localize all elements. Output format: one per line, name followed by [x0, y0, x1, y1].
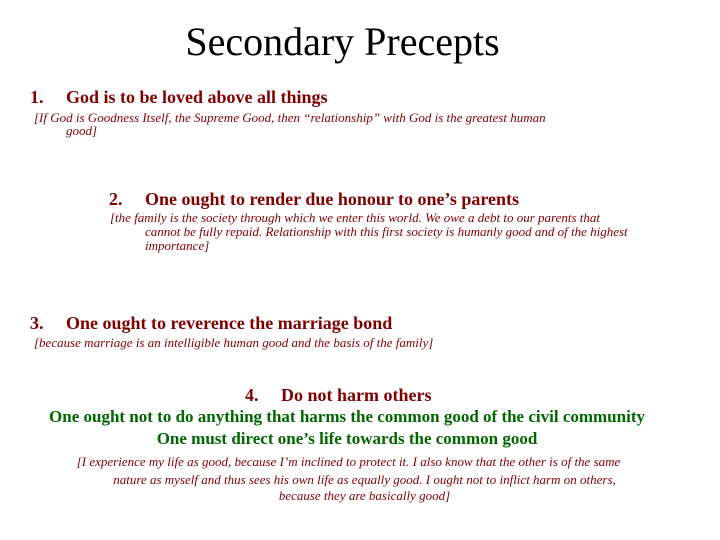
precept-3-note-line-1: [because marriage is an intelligible human good and the basis of the family] — [34, 335, 434, 350]
precept-1-number: 1. — [30, 87, 44, 107]
precept-4-number: 4. — [245, 385, 259, 405]
precept-1-note-line-1: [If God is Goodness Itself, the Supreme Good, then “relationship” with God is the greatest human — [34, 110, 546, 125]
precept-4-sub-line-1: One ought not to do anything that harms the common good of the civil community — [49, 407, 645, 426]
precept-2-text: One ought to render due honour to one’s parents — [145, 189, 520, 209]
precept-4-text: Do not harm others — [281, 385, 432, 405]
precept-2-note-line-2: cannot be fully repaid. Relationship with this first society is humanly good and of the highest — [145, 224, 628, 239]
precept-4-note-line-2: nature as myself and thus sees his own life as equally good. I ought not to inflict harm on others, — [113, 472, 616, 487]
precept-2-note-line-1: [the family is the society through which we enter this world. We owe a debt to our parents that — [110, 210, 600, 225]
page-title: Secondary Precepts — [185, 19, 500, 64]
precept-2-heading — [109, 188, 519, 210]
precept-4-note-line-1: [I experience my life as good, because I’m inclined to protect it. I also know that the other is of the same — [76, 454, 621, 469]
precept-1-text: God is to be loved above all things — [66, 87, 328, 107]
precept-2-note-line-3: importance] — [145, 238, 210, 253]
precept-1-heading — [30, 86, 328, 108]
precept-4-sub-line-2: One must direct one’s life towards the common good — [156, 429, 538, 448]
precept-3-heading — [30, 312, 392, 334]
precept-3-number: 3. — [30, 313, 44, 333]
precept-1-note-line-2: good] — [66, 123, 98, 138]
precept-2-number: 2. — [109, 189, 123, 209]
precept-4-heading — [245, 384, 432, 406]
precept-4-note-line-3: because they are basically good] — [278, 488, 451, 503]
precept-3-text: One ought to reverence the marriage bond — [66, 313, 393, 333]
